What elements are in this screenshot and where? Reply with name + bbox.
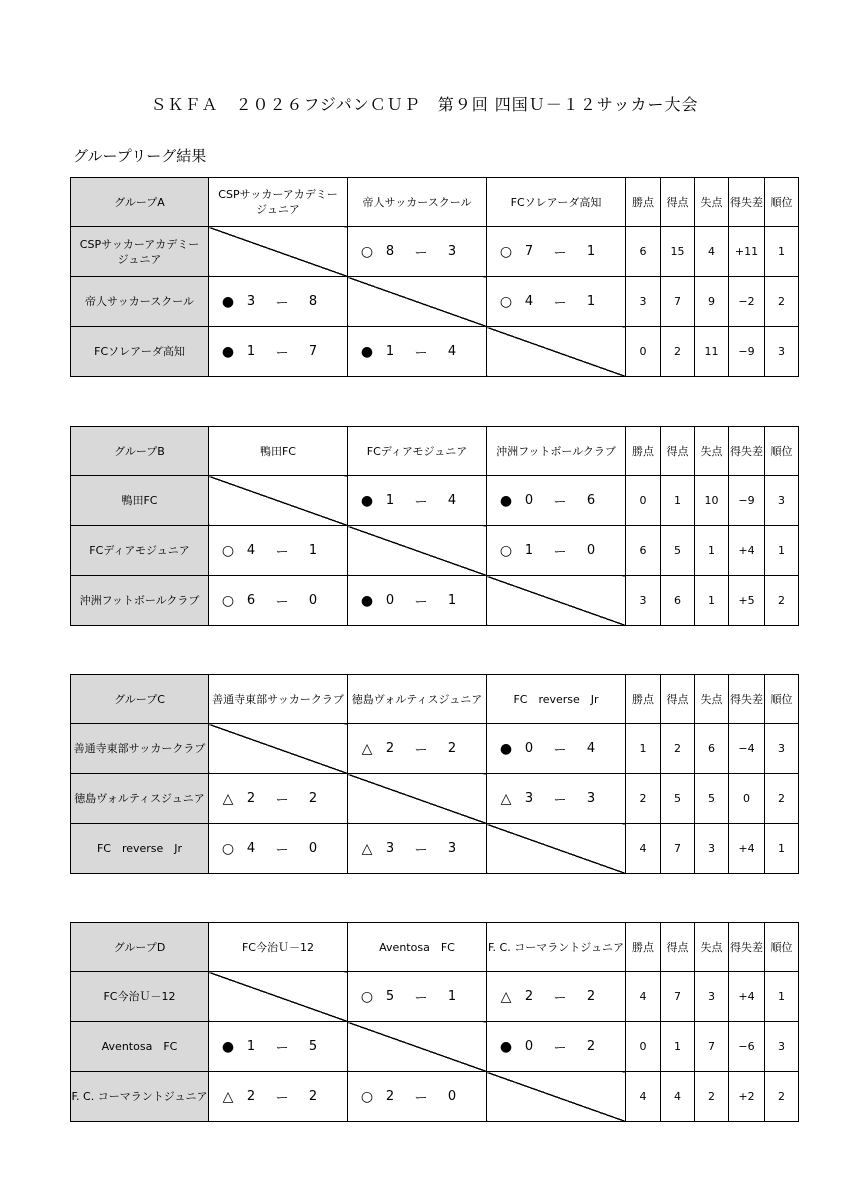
self-match-cell <box>348 1022 487 1072</box>
match-result-cell <box>487 227 626 277</box>
goals-scored: 2 <box>385 741 395 756</box>
team-row <box>71 476 799 526</box>
match-result-cell <box>487 774 626 824</box>
goals-conceded: 1 <box>308 543 318 558</box>
goals-conceded: 4 <box>586 741 596 756</box>
result-mark-icon: ● <box>221 293 235 310</box>
match-score <box>348 476 486 525</box>
wins-header: 勝点 <box>626 923 661 972</box>
goal-diff-header: 得失差 <box>729 178 765 227</box>
score-dash: ー <box>275 545 289 560</box>
match-score <box>348 1072 486 1121</box>
match-result-cell <box>487 724 626 774</box>
goals-against: 3 <box>695 824 729 874</box>
match-result-cell <box>209 277 348 327</box>
goal-diff: −2 <box>729 277 765 327</box>
result-mark-icon: ● <box>499 1038 513 1055</box>
result-mark-icon: △ <box>500 790 512 807</box>
rank: 1 <box>765 227 799 277</box>
goals-scored: 0 <box>524 493 534 508</box>
league-table <box>70 177 799 377</box>
goals-against-header: 失点 <box>695 178 729 227</box>
team-name: 帝人サッカースクール <box>71 277 209 327</box>
goals-for-header: 得点 <box>661 675 695 724</box>
goals-scored: 2 <box>246 791 256 806</box>
match-score <box>209 824 347 873</box>
opponent-header: FC reverse Jr <box>487 675 626 724</box>
self-match-cell <box>487 824 626 874</box>
score-dash: ー <box>414 1091 428 1106</box>
result-mark-icon: ○ <box>360 988 374 1005</box>
score-dash: ー <box>414 843 428 858</box>
goal-diff-header: 得失差 <box>729 427 765 476</box>
goals-for: 1 <box>661 1022 695 1072</box>
result-mark-icon: ● <box>499 740 513 757</box>
rank: 2 <box>765 774 799 824</box>
match-result-cell <box>348 576 487 626</box>
goal-diff-header: 得失差 <box>729 923 765 972</box>
team-row <box>71 1022 799 1072</box>
goals-conceded: 1 <box>586 294 596 309</box>
rank: 1 <box>765 526 799 576</box>
league-table <box>70 426 799 626</box>
goals-scored: 0 <box>524 1039 534 1054</box>
team-row <box>71 576 799 626</box>
team-name: 徳島ヴォルティスジュニア <box>71 774 209 824</box>
goals-against-header: 失点 <box>695 427 729 476</box>
match-score <box>348 576 486 625</box>
match-result-cell <box>209 824 348 874</box>
match-score <box>348 327 486 376</box>
goals-for: 4 <box>661 1072 695 1122</box>
goal-diff: −9 <box>729 327 765 377</box>
score-dash: ー <box>414 991 428 1006</box>
match-score <box>348 824 486 873</box>
score-dash: ー <box>553 793 567 808</box>
team-row <box>71 824 799 874</box>
goal-diff: −4 <box>729 724 765 774</box>
score-dash: ー <box>553 545 567 560</box>
points: 0 <box>626 327 661 377</box>
result-mark-icon: ● <box>499 492 513 509</box>
score-dash: ー <box>553 296 567 311</box>
points: 3 <box>626 576 661 626</box>
goals-scored: 5 <box>385 989 395 1004</box>
goal-diff: +5 <box>729 576 765 626</box>
match-result-cell <box>209 576 348 626</box>
goals-for: 6 <box>661 576 695 626</box>
points: 1 <box>626 724 661 774</box>
score-dash: ー <box>275 843 289 858</box>
team-name: Aventosa FC <box>71 1022 209 1072</box>
opponent-header: FCディアモジュニア <box>348 427 487 476</box>
team-name: FC今治Ｕ－12 <box>71 972 209 1022</box>
opponent-header: Aventosa FC <box>348 923 487 972</box>
group-b-table <box>70 426 798 626</box>
goal-diff: +4 <box>729 526 765 576</box>
rank-header: 順位 <box>765 675 799 724</box>
page-title: ＳＫＦＡ ２０２６フジパンＣＵＰ 第９回 四国Ｕ－１２サッカー大会 <box>150 95 699 114</box>
goals-conceded: 3 <box>447 841 457 856</box>
goal-diff: +11 <box>729 227 765 277</box>
goals-for: 5 <box>661 526 695 576</box>
rank: 2 <box>765 277 799 327</box>
team-row <box>71 774 799 824</box>
rank: 1 <box>765 972 799 1022</box>
match-score <box>209 774 347 823</box>
goals-scored: 6 <box>246 593 256 608</box>
match-score <box>209 327 347 376</box>
opponent-header: 善通寺東部サッカークラブ <box>209 675 348 724</box>
match-result-cell <box>348 327 487 377</box>
goals-scored: 2 <box>246 1089 256 1104</box>
goal-diff: 0 <box>729 774 765 824</box>
opponent-header: FC今治Ｕ－12 <box>209 923 348 972</box>
result-mark-icon: ● <box>221 1038 235 1055</box>
goals-scored: 2 <box>385 1089 395 1104</box>
score-dash: ー <box>275 1091 289 1106</box>
result-mark-icon: △ <box>222 1088 234 1105</box>
match-score <box>348 724 486 773</box>
team-name: CSPサッカーアカデミー ジュニア <box>71 227 209 277</box>
goals-for: 7 <box>661 824 695 874</box>
header-row <box>71 923 799 972</box>
score-dash: ー <box>275 793 289 808</box>
goals-scored: 4 <box>246 543 256 558</box>
goals-against: 6 <box>695 724 729 774</box>
goals-conceded: 0 <box>447 1089 457 1104</box>
goals-against: 2 <box>695 1072 729 1122</box>
match-score <box>209 526 347 575</box>
goals-for-header: 得点 <box>661 427 695 476</box>
rank-header: 順位 <box>765 427 799 476</box>
wins-header: 勝点 <box>626 675 661 724</box>
score-dash: ー <box>414 346 428 361</box>
goals-conceded: 2 <box>586 989 596 1004</box>
match-result-cell <box>209 526 348 576</box>
score-dash: ー <box>414 743 428 758</box>
self-match-cell <box>487 1072 626 1122</box>
page-subtitle: グループリーグ結果 <box>73 147 207 165</box>
match-result-cell <box>348 1072 487 1122</box>
group-c-table <box>70 674 798 874</box>
goals-for-header: 得点 <box>661 178 695 227</box>
group-name: グループA <box>71 178 209 227</box>
opponent-header: 沖洲フットボールクラブ <box>487 427 626 476</box>
goals-conceded: 5 <box>308 1039 318 1054</box>
goals-scored: 1 <box>385 344 395 359</box>
match-score <box>487 972 625 1021</box>
match-score <box>487 227 625 276</box>
team-name: 鴨田FC <box>71 476 209 526</box>
group-name: グループD <box>71 923 209 972</box>
team-name: FCソレアーダ高知 <box>71 327 209 377</box>
points: 0 <box>626 1022 661 1072</box>
goals-scored: 1 <box>385 493 395 508</box>
score-dash: ー <box>275 346 289 361</box>
goal-diff-header: 得失差 <box>729 675 765 724</box>
goals-scored: 3 <box>385 841 395 856</box>
goals-against: 1 <box>695 526 729 576</box>
goals-against: 10 <box>695 476 729 526</box>
result-mark-icon: ○ <box>499 293 513 310</box>
points: 2 <box>626 774 661 824</box>
score-dash: ー <box>553 495 567 510</box>
result-mark-icon: ○ <box>360 1088 374 1105</box>
group-a-table <box>70 177 798 377</box>
result-mark-icon: △ <box>361 740 373 757</box>
header-row <box>71 178 799 227</box>
result-mark-icon: ○ <box>499 243 513 260</box>
header-row <box>71 675 799 724</box>
rank: 2 <box>765 576 799 626</box>
goals-against: 4 <box>695 227 729 277</box>
goals-conceded: 3 <box>586 791 596 806</box>
team-row <box>71 277 799 327</box>
rank-header: 順位 <box>765 923 799 972</box>
points: 6 <box>626 227 661 277</box>
goals-for-header: 得点 <box>661 923 695 972</box>
goals-for: 7 <box>661 277 695 327</box>
goal-diff: −9 <box>729 476 765 526</box>
self-match-cell <box>348 277 487 327</box>
points: 4 <box>626 1072 661 1122</box>
result-mark-icon: ● <box>360 343 374 360</box>
goals-against-header: 失点 <box>695 923 729 972</box>
goals-against-header: 失点 <box>695 675 729 724</box>
league-table <box>70 674 799 874</box>
match-score <box>209 1022 347 1071</box>
goals-conceded: 2 <box>447 741 457 756</box>
match-result-cell <box>487 476 626 526</box>
team-row <box>71 327 799 377</box>
match-result-cell <box>209 327 348 377</box>
points: 0 <box>626 476 661 526</box>
result-mark-icon: ○ <box>221 542 235 559</box>
goals-for: 1 <box>661 476 695 526</box>
rank: 1 <box>765 824 799 874</box>
match-score <box>487 1022 625 1071</box>
team-row <box>71 724 799 774</box>
match-score <box>487 526 625 575</box>
team-name: 善通寺東部サッカークラブ <box>71 724 209 774</box>
goals-scored: 2 <box>524 989 534 1004</box>
result-mark-icon: ● <box>360 592 374 609</box>
goals-for: 7 <box>661 972 695 1022</box>
goals-scored: 4 <box>246 841 256 856</box>
score-dash: ー <box>275 1041 289 1056</box>
match-result-cell <box>348 824 487 874</box>
rank: 3 <box>765 476 799 526</box>
goal-diff: +4 <box>729 972 765 1022</box>
match-result-cell <box>487 972 626 1022</box>
team-row <box>71 972 799 1022</box>
result-mark-icon: ○ <box>360 243 374 260</box>
goals-against: 11 <box>695 327 729 377</box>
match-result-cell <box>348 724 487 774</box>
team-name: F. C. コーマラントジュニア <box>71 1072 209 1122</box>
group-name: グループC <box>71 675 209 724</box>
match-result-cell <box>348 476 487 526</box>
rank: 3 <box>765 327 799 377</box>
goals-scored: 3 <box>524 791 534 806</box>
team-row <box>71 1072 799 1122</box>
result-mark-icon: ● <box>360 492 374 509</box>
goals-conceded: 1 <box>586 244 596 259</box>
goals-conceded: 1 <box>447 593 457 608</box>
match-score <box>348 972 486 1021</box>
score-dash: ー <box>553 743 567 758</box>
result-mark-icon: ○ <box>499 542 513 559</box>
goals-for: 5 <box>661 774 695 824</box>
result-mark-icon: ● <box>221 343 235 360</box>
match-score <box>209 1072 347 1121</box>
goals-scored: 0 <box>524 741 534 756</box>
self-match-cell <box>487 576 626 626</box>
rank: 3 <box>765 724 799 774</box>
goals-conceded: 2 <box>308 791 318 806</box>
self-match-cell <box>209 476 348 526</box>
rank-header: 順位 <box>765 178 799 227</box>
score-dash: ー <box>414 246 428 261</box>
match-result-cell <box>487 1022 626 1072</box>
score-dash: ー <box>553 991 567 1006</box>
self-match-cell <box>209 972 348 1022</box>
goals-conceded: 0 <box>308 593 318 608</box>
goals-scored: 0 <box>385 593 395 608</box>
goals-for: 2 <box>661 327 695 377</box>
goals-against: 9 <box>695 277 729 327</box>
goals-for: 2 <box>661 724 695 774</box>
match-score <box>487 476 625 525</box>
opponent-header: FCソレアーダ高知 <box>487 178 626 227</box>
points: 4 <box>626 972 661 1022</box>
score-dash: ー <box>414 595 428 610</box>
self-match-cell <box>209 227 348 277</box>
goals-scored: 4 <box>524 294 534 309</box>
goals-conceded: 0 <box>586 543 596 558</box>
goals-conceded: 6 <box>586 493 596 508</box>
match-score <box>209 277 347 326</box>
goals-conceded: 2 <box>308 1089 318 1104</box>
points: 4 <box>626 824 661 874</box>
score-dash: ー <box>553 246 567 261</box>
match-score <box>487 774 625 823</box>
self-match-cell <box>348 774 487 824</box>
match-result-cell <box>487 526 626 576</box>
goals-conceded: 0 <box>308 841 318 856</box>
match-result-cell <box>209 1022 348 1072</box>
goal-diff: +2 <box>729 1072 765 1122</box>
goals-conceded: 8 <box>308 294 318 309</box>
points: 3 <box>626 277 661 327</box>
goals-against: 3 <box>695 972 729 1022</box>
header-row <box>71 427 799 476</box>
opponent-header: 徳島ヴォルティスジュニア <box>348 675 487 724</box>
goals-conceded: 4 <box>447 493 457 508</box>
points: 6 <box>626 526 661 576</box>
score-dash: ー <box>275 296 289 311</box>
opponent-header: CSPサッカーアカデミー ジュニア <box>209 178 348 227</box>
goal-diff: −6 <box>729 1022 765 1072</box>
score-dash: ー <box>275 595 289 610</box>
goals-against: 7 <box>695 1022 729 1072</box>
goals-against: 5 <box>695 774 729 824</box>
match-result-cell <box>209 774 348 824</box>
result-mark-icon: △ <box>500 988 512 1005</box>
opponent-header: 帝人サッカースクール <box>348 178 487 227</box>
result-mark-icon: ○ <box>221 840 235 857</box>
match-score <box>209 576 347 625</box>
match-score <box>348 227 486 276</box>
rank: 2 <box>765 1072 799 1122</box>
self-match-cell <box>209 724 348 774</box>
result-mark-icon: ○ <box>221 592 235 609</box>
goals-scored: 7 <box>524 244 534 259</box>
goals-against: 1 <box>695 576 729 626</box>
goals-scored: 8 <box>385 244 395 259</box>
goals-for: 15 <box>661 227 695 277</box>
team-row <box>71 227 799 277</box>
goals-scored: 1 <box>524 543 534 558</box>
group-d-table <box>70 922 798 1122</box>
team-row <box>71 526 799 576</box>
score-dash: ー <box>553 1041 567 1056</box>
goals-conceded: 2 <box>586 1039 596 1054</box>
goals-conceded: 7 <box>308 344 318 359</box>
match-score <box>487 724 625 773</box>
self-match-cell <box>348 526 487 576</box>
opponent-header: F. C. コーマラントジュニア <box>487 923 626 972</box>
match-result-cell <box>209 1072 348 1122</box>
goals-conceded: 1 <box>447 989 457 1004</box>
match-score <box>487 277 625 326</box>
team-name: FC reverse Jr <box>71 824 209 874</box>
goals-conceded: 4 <box>447 344 457 359</box>
match-result-cell <box>487 277 626 327</box>
goals-scored: 3 <box>246 294 256 309</box>
match-result-cell <box>348 972 487 1022</box>
league-table <box>70 922 799 1122</box>
goals-scored: 1 <box>246 344 256 359</box>
match-result-cell <box>348 227 487 277</box>
result-mark-icon: △ <box>361 840 373 857</box>
team-name: 沖洲フットボールクラブ <box>71 576 209 626</box>
goal-diff: +4 <box>729 824 765 874</box>
wins-header: 勝点 <box>626 178 661 227</box>
goals-scored: 1 <box>246 1039 256 1054</box>
wins-header: 勝点 <box>626 427 661 476</box>
opponent-header: 鴨田FC <box>209 427 348 476</box>
group-name: グループB <box>71 427 209 476</box>
rank: 3 <box>765 1022 799 1072</box>
goals-conceded: 3 <box>447 244 457 259</box>
result-mark-icon: △ <box>222 790 234 807</box>
team-name: FCディアモジュニア <box>71 526 209 576</box>
self-match-cell <box>487 327 626 377</box>
score-dash: ー <box>414 495 428 510</box>
